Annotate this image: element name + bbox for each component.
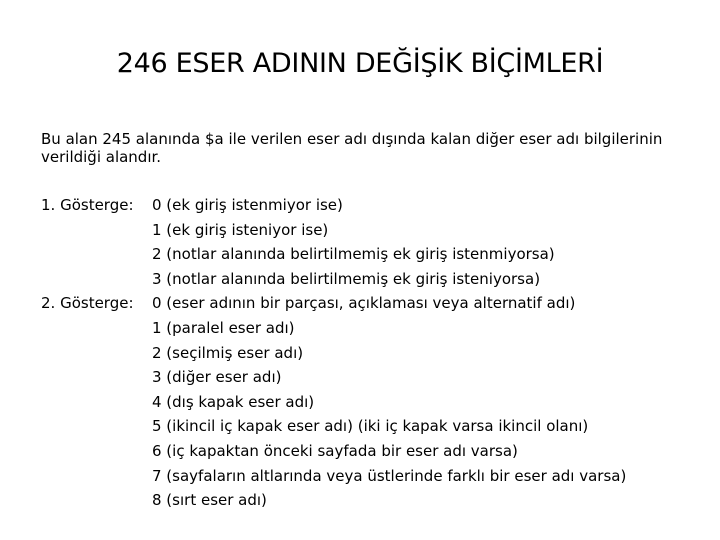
indicator-2-value: 2 (seçilmiş eser adı) — [152, 343, 304, 362]
indicator-row — [41, 442, 701, 467]
slide-title: 246 ESER ADININ DEĞİŞİK BİÇİMLERİ — [116, 48, 604, 79]
indicator-1-value: 2 (notlar alanında belirtilmemiş ek giriş istenmiyorsa) — [152, 245, 555, 264]
indicator-row — [41, 196, 701, 221]
indicator-row — [41, 344, 701, 369]
indicator-row — [41, 319, 701, 344]
indicator-2-value: 0 (eser adının bir parçası, açıklaması veya alternatif adı) — [152, 294, 576, 313]
indicator-2-value: 4 (dış kapak eser adı) — [152, 392, 315, 411]
indicator-2-label: 2. Gösterge: — [41, 294, 134, 313]
indicator-2-value: 5 (ikincil iç kapak eser adı) (iki iç kapak varsa ikincil olanı) — [152, 417, 589, 436]
indicator-2-value: 8 (sırt eser adı) — [152, 491, 267, 510]
indicator-1-value: 3 (notlar alanında belirtilmemiş ek giriş isteniyorsa) — [152, 269, 541, 288]
indicator-1-value: 1 (ek giriş isteniyor ise) — [152, 220, 329, 239]
indicator-row — [41, 294, 701, 319]
indicator-row — [41, 245, 701, 270]
indicator-row — [41, 491, 701, 516]
indicator-list — [41, 196, 701, 516]
indicator-row — [41, 417, 701, 442]
indicator-1-value: 0 (ek giriş istenmiyor ise) — [152, 196, 343, 214]
indicator-row — [41, 368, 701, 393]
indicator-row — [41, 221, 701, 246]
indicator-row — [41, 393, 701, 418]
indicator-1-label: 1. Gösterge: — [41, 196, 134, 214]
indicator-2-value: 3 (diğer eser adı) — [152, 368, 282, 387]
indicator-2-value: 6 (iç kapaktan önceki sayfada bir eser adı varsa) — [152, 441, 518, 460]
indicator-row — [41, 270, 701, 295]
indicator-2-value: 1 (paralel eser adı) — [152, 318, 295, 337]
indicator-2-value: 7 (sayfaların altlarında veya üstlerinde farklı bir eser adı varsa) — [152, 466, 627, 485]
indicator-row — [41, 467, 701, 492]
intro-paragraph: Bu alan 245 alanında $a ile verilen eser adı dışında kalan diğer eser adı bilgilerinin verildiği alandır. — [41, 130, 663, 166]
